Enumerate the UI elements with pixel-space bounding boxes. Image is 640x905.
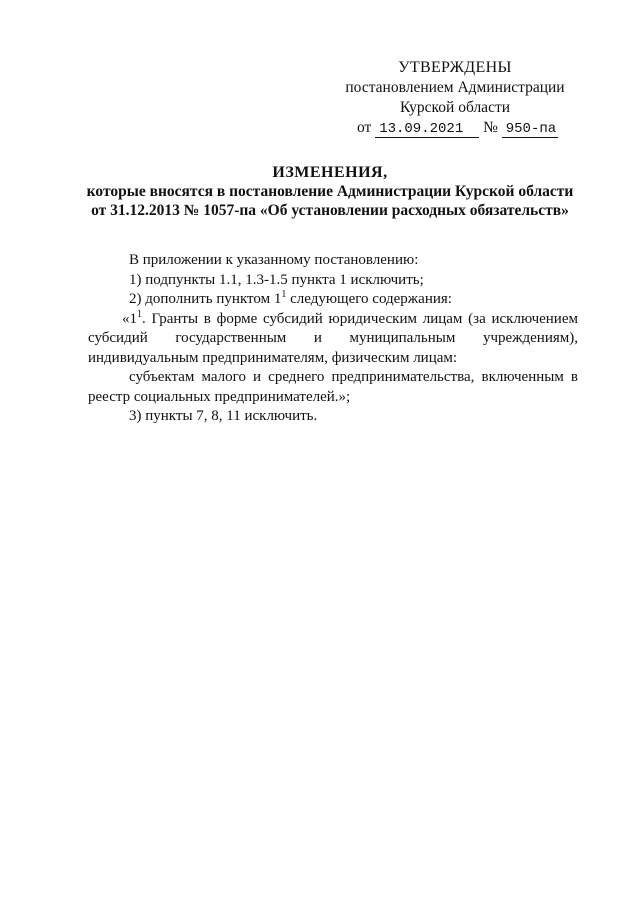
body-item-3: 3) пункты 7, 8, 11 исключить.: [129, 408, 318, 424]
item-2-text-end: следующего содержания:: [286, 291, 452, 307]
date-prefix: от: [357, 119, 372, 136]
approval-date: 13.09.2021: [375, 121, 479, 138]
approval-number: 950-па: [502, 121, 558, 138]
body-item-2: [88, 290, 578, 310]
heading-title: ИЗМЕНЕНИЯ,: [272, 164, 388, 181]
approval-title: УТВЕРЖДЕНЫ: [398, 59, 512, 76]
approval-date-line: [330, 118, 580, 138]
body-quote: [88, 310, 578, 369]
body-intro: В приложении к указанному постановлению:: [129, 252, 419, 268]
item-2-text: 2) дополнить пунктом 1: [129, 291, 282, 307]
item-2-superscript: 1: [281, 289, 287, 300]
body-quote-subitem: субъектам малого и среднего предпринимательства, включенным в реестр социальных предпринимателей.»;: [88, 369, 578, 405]
number-sign: №: [483, 119, 498, 136]
quote-text: . Гранты в форме субсидий юридическим лицам (за исключением субсидий государственным и муниципальным учреждениям), индивидуальным предпринимателям, физическим лицам:: [88, 310, 578, 366]
approval-block: [330, 58, 580, 138]
quote-superscript: 1: [137, 308, 142, 320]
approval-line-2: Курской области: [399, 99, 511, 116]
heading-line-1: которые вносятся в постановление Администрации Курской области: [86, 183, 574, 200]
document-body: [88, 251, 578, 427]
quote-open: «1: [122, 310, 137, 327]
heading-line-2: от 31.12.2013 № 1057-па «Об установлении расходных обязательств»: [91, 202, 569, 219]
approval-line-1: постановлением Администрации: [345, 79, 565, 96]
body-item-1: 1) подпункты 1.1, 1.3-1.5 пункта 1 исключить;: [129, 271, 424, 288]
document-heading: [80, 163, 580, 220]
